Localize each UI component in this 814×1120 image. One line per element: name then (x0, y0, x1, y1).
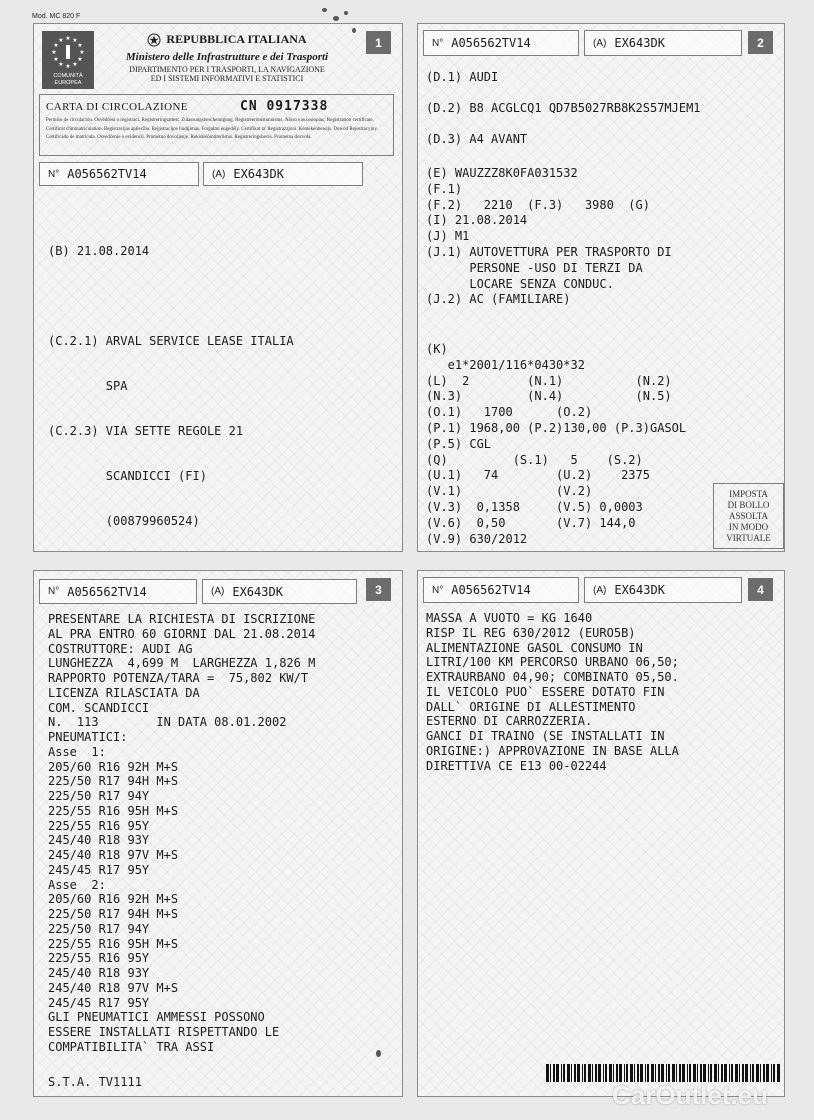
svg-text:★: ★ (72, 61, 78, 68)
barcode-bar (546, 1064, 549, 1082)
barcode-bar (556, 1064, 559, 1082)
panel-number: 4 (748, 578, 773, 601)
text-line: SCANDICCI (FI) (48, 469, 207, 483)
svg-text:★: ★ (58, 37, 64, 44)
barcode-bar (550, 1064, 551, 1082)
panel-number: 3 (366, 578, 391, 601)
department-line-2: ED I SISTEMI INFORMATIVI E STATISTICI (150, 74, 304, 83)
title-translations: Permiso de circulación. Osvědčení o registraci. Registreringsattest. Zulassungsbescheinigung. Registreerimistunnistus. Άδεια κυκλοφορίας. Registration certificate. Certificat d'immatriculation. Registracijas apliecība. Registracijos liudijimas. Forgalmi engedély. Certifikat ta' Registrazzjoni. Kentekenbewijs. Dowód Rejestracyjny. Certificado de matrícula. Osvedčenie o evidencii. Prometno dovoljenje. Rekisteröintitodistus. Registreringsbevis. Prometna dozvola. (46, 118, 378, 140)
eu-flag-logo (42, 31, 94, 89)
eu-label: COMUNITÀ EUROPEA (53, 73, 83, 86)
svg-text:★: ★ (72, 37, 78, 44)
panel-1 (33, 23, 403, 552)
document-title-box (39, 94, 394, 156)
svg-text:★: ★ (79, 49, 85, 56)
form-code: Mod. MC 820 F (32, 13, 81, 20)
document-title: CARTA DI CIRCOLAZIONE (46, 101, 188, 113)
barcode-bar (777, 1064, 780, 1082)
barcode-bar (574, 1064, 576, 1082)
text-line (48, 289, 294, 304)
text-line: (00879960524) (48, 514, 200, 528)
plate-number: EX643DK (614, 36, 665, 50)
svg-text:★: ★ (58, 61, 64, 68)
svg-text:★: ★ (77, 56, 83, 63)
barcode-bar (563, 1064, 565, 1082)
registration-number-box: N° A056562TV14 (39, 162, 199, 186)
notes-text: PRESENTARE LA RICHIESTA DI ISCRIZIONE AL PRA ENTRO 60 GIORNI DAL 21.08.2014 COSTRUTTORE: AUDI AG LUNGHEZZA 4,699 M LARGHEZZA 1,826 M RAPPORTO POTENZA/TARA = 75,802 KW/T LICENZA RILASCIATA DA COM. SCANDICCI N. 113 IN DATA 08.01.2002 PNEUMATICI: Asse 1: 205/60 R16 92H M+S 225/50 R17 94H M+S 225/50 R17 94Y 225/55 R16 95H M+S 225/55 R16 95Y 245/40 R18 93Y 245/40 R18 97V M+S 245/45 R17 95Y Asse 2: 205/60 R16 92H M+S 225/50 R17 94H M+S 225/50 R17 94Y 225/55 R16 95H M+S 225/55 R16 95Y 245/40 R18 93Y 245/40 R18 97V M+S 245/45 R17 95Y GLI PNEUMATICI AMMESSI POSSONO ESSERE INSTALLATI RISPETTANDO LE COMPATIBILITA` TRA ASSI (48, 612, 316, 1054)
barcode-bar (577, 1064, 580, 1082)
svg-text:★: ★ (53, 56, 59, 63)
svg-text:★: ★ (53, 42, 59, 49)
registration-number: A056562TV14 (451, 583, 531, 597)
stamp-duty-box: IMPOSTA DI BOLLO ASSOLTA IN MODO VIRTUALE (713, 483, 784, 549)
panel-number: 1 (366, 31, 391, 54)
registration-number: A056562TV14 (451, 36, 531, 50)
barcode-bar (584, 1064, 586, 1082)
barcode-bar (598, 1064, 601, 1082)
paper-mark (376, 1050, 381, 1057)
technical-data: (K) e1*2001/116*0430*32 (L) 2 (N.1) (N.2) (N.3) (N.4) (N.5) (O.1) 1700 (O.2) (P.1) 1968,00 (P.2)130,00 (P.3)GASOL (P.5) CGL (Q) (S.1) 5 (S.2) (U.1) 74 (U.2) 2375 (V.1) (V.2) (V.3) 0,1358 (V.5) 0,0003 (V.6) 0,50 (V.7) 144,0 (V.9) 630/2012 (426, 342, 687, 546)
document-number: CN 0917338 (240, 99, 329, 114)
svg-text:★: ★ (65, 35, 71, 42)
registration-number-box: N° A056562TV14 (423, 577, 579, 603)
svg-text:★: ★ (51, 49, 57, 56)
plate-box: (A) EX643DK (203, 162, 363, 186)
plate-number: EX643DK (233, 167, 284, 181)
plate-number: EX643DK (232, 584, 283, 599)
barcode-bar (582, 1064, 583, 1082)
department-line-1: DIPARTIMENTO PER I TRASPORTI, LA NAVIGAZIONE (129, 65, 325, 74)
owner-details (48, 214, 294, 559)
barcode-bar (588, 1064, 591, 1082)
barcode-bar (553, 1064, 555, 1082)
barcode-bar (595, 1064, 597, 1082)
svg-text:★: ★ (77, 42, 83, 49)
barcode-bar (567, 1064, 570, 1082)
panel-2 (417, 23, 785, 552)
eu-stars-icon (50, 34, 86, 70)
svg-text:★: ★ (65, 63, 71, 70)
registration-number: A056562TV14 (67, 584, 147, 599)
barcode-bar (561, 1064, 562, 1082)
text-line: (C.2.1) ARVAL SERVICE LEASE ITALIA (48, 334, 294, 348)
plate-box: (A) EX643DK (202, 579, 357, 604)
registration-number-box: N° A056562TV14 (39, 579, 197, 604)
panel-number: 2 (748, 31, 773, 54)
sta-office: S.T.A. TV1111 (48, 1075, 142, 1089)
ministry-header (102, 32, 352, 83)
paper-mark (344, 11, 348, 15)
barcode-bar (605, 1064, 607, 1082)
vehicle-identification: (E) WAUZZZ8K0FA031532 (F.1) (F.2) 2210 (F.3) 3980 (G) (I) 21.08.2014 (J) M1 (J.1) AUTOVETTURA PER TRASPORTO DI PERSONE -USO DI TERZI DA LOCARE SENZA CONDUC. (J.2) AC (FAMILIARE) (426, 166, 672, 307)
ministry-name: Ministero delle Infrastrutture e dei Trasporti (125, 51, 329, 63)
vehicle-make-model: (D.1) AUDI (D.2) B8 ACGLCQ1 QD7B5027RB8K2S57MJEM1 (D.3) A4 AVANT (426, 70, 701, 146)
watermark: CarOutlet.eu (612, 1080, 769, 1110)
plate-box: (A) EX643DK (584, 30, 742, 56)
notes-text: MASSA A VUOTO = KG 1640 RISP IL REG 630/2012 (EURO5B) ALIMENTAZIONE GASOL CONSUMO IN LITRI/100 KM PERCORSO URBANO 06,50; EXTRAURBANO 04,90; COMBINATO 05,50. IL VEICOLO PUO` ESSERE DOTATO FIN DALL` ORIGINE DI ALLESTIMENTO ESTERNO DI CARROZZERIA. GANCI DI TRAINO (SE INSTALLATI IN ORIGINE:) APPROVAZIONE IN BASE ALLA DIRETTIVA CE E13 00-02244 (426, 611, 679, 773)
paper-mark (352, 28, 356, 33)
panel-3 (33, 570, 403, 1097)
text-line: SPA (48, 379, 128, 393)
text-line: (C.2.3) VIA SETTE REGOLE 21 (48, 424, 244, 438)
barcode-bar (603, 1064, 604, 1082)
barcode-bar (592, 1064, 593, 1082)
plate-number: EX643DK (614, 583, 665, 597)
barcode-bar (571, 1064, 572, 1082)
panel-4 (417, 570, 785, 1097)
country-name: REPUBBLICA ITALIANA (166, 32, 307, 46)
plate-box: (A) EX643DK (584, 577, 742, 603)
text-line: (B) 21.08.2014 (48, 244, 150, 258)
paper-mark (333, 16, 339, 21)
barcode-bar (773, 1064, 775, 1082)
registration-number: A056562TV14 (67, 167, 147, 181)
barcode-bar (771, 1064, 772, 1082)
paper-mark (322, 8, 327, 12)
registration-number-box: N° A056562TV14 (423, 30, 579, 56)
emblem-icon (147, 33, 161, 47)
